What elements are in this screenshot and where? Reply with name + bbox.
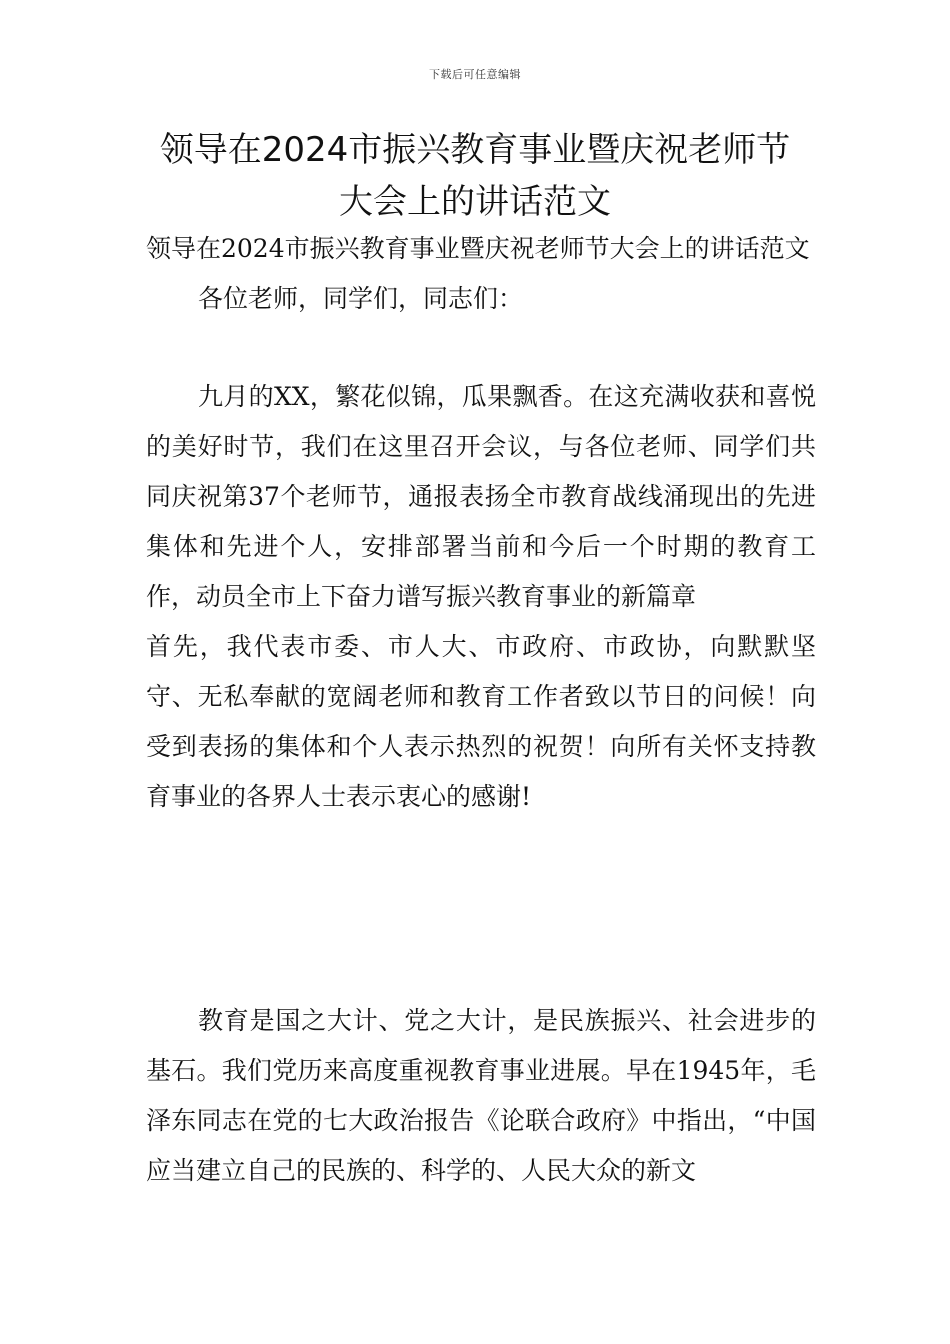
header-note: 下载后可任意编辑 xyxy=(429,68,521,81)
paragraph-gap xyxy=(146,324,816,372)
title-line-2: 大会上的讲话范文 xyxy=(339,182,611,222)
greeting: 各位老师，同学们，同志们： xyxy=(198,284,524,313)
paragraph-3: 教育是国之大计、党之大计，是民族振兴、社会进步的基石。我们党历来高度重视教育事业进展。早在1945年，毛泽东同志在党的七大政治报告《论联合政府》中指出，“中国应当建立自己的民族的、科学的、人民大众的新文 xyxy=(146,1006,816,1185)
subtitle: 领导在2024市振兴教育事业暨庆祝老师节大会上的讲话范文 xyxy=(146,234,810,263)
paragraph-1: 九月的XX，繁花似锦，瓜果飘香。在这充满收获和喜悦的美好时节，我们在这里召开会议，与各位老师、同学们共同庆祝第37个老师节，通报表扬全市教育战线涌现出的先进集体和先进个人，安排部署当前和今后一个时期的教育工作，动员全市上下奋力谱写振兴教育事业的新篇章 xyxy=(146,382,816,611)
document-title xyxy=(120,124,830,228)
title-line-1: 领导在2024市振兴教育事业暨庆祝老师节 xyxy=(159,130,791,170)
paragraph-2: 首先，我代表市委、市人大、市政府、市政协，向默默坚守、无私奉献的宽阔老师和教育工作者致以节日的问候！向受到表扬的集体和个人表示热烈的祝贺！向所有关怀支持教育事业的各界人士表示衷心的感谢! xyxy=(146,632,816,811)
document-body xyxy=(146,224,816,1196)
paragraph-gap xyxy=(146,822,816,996)
